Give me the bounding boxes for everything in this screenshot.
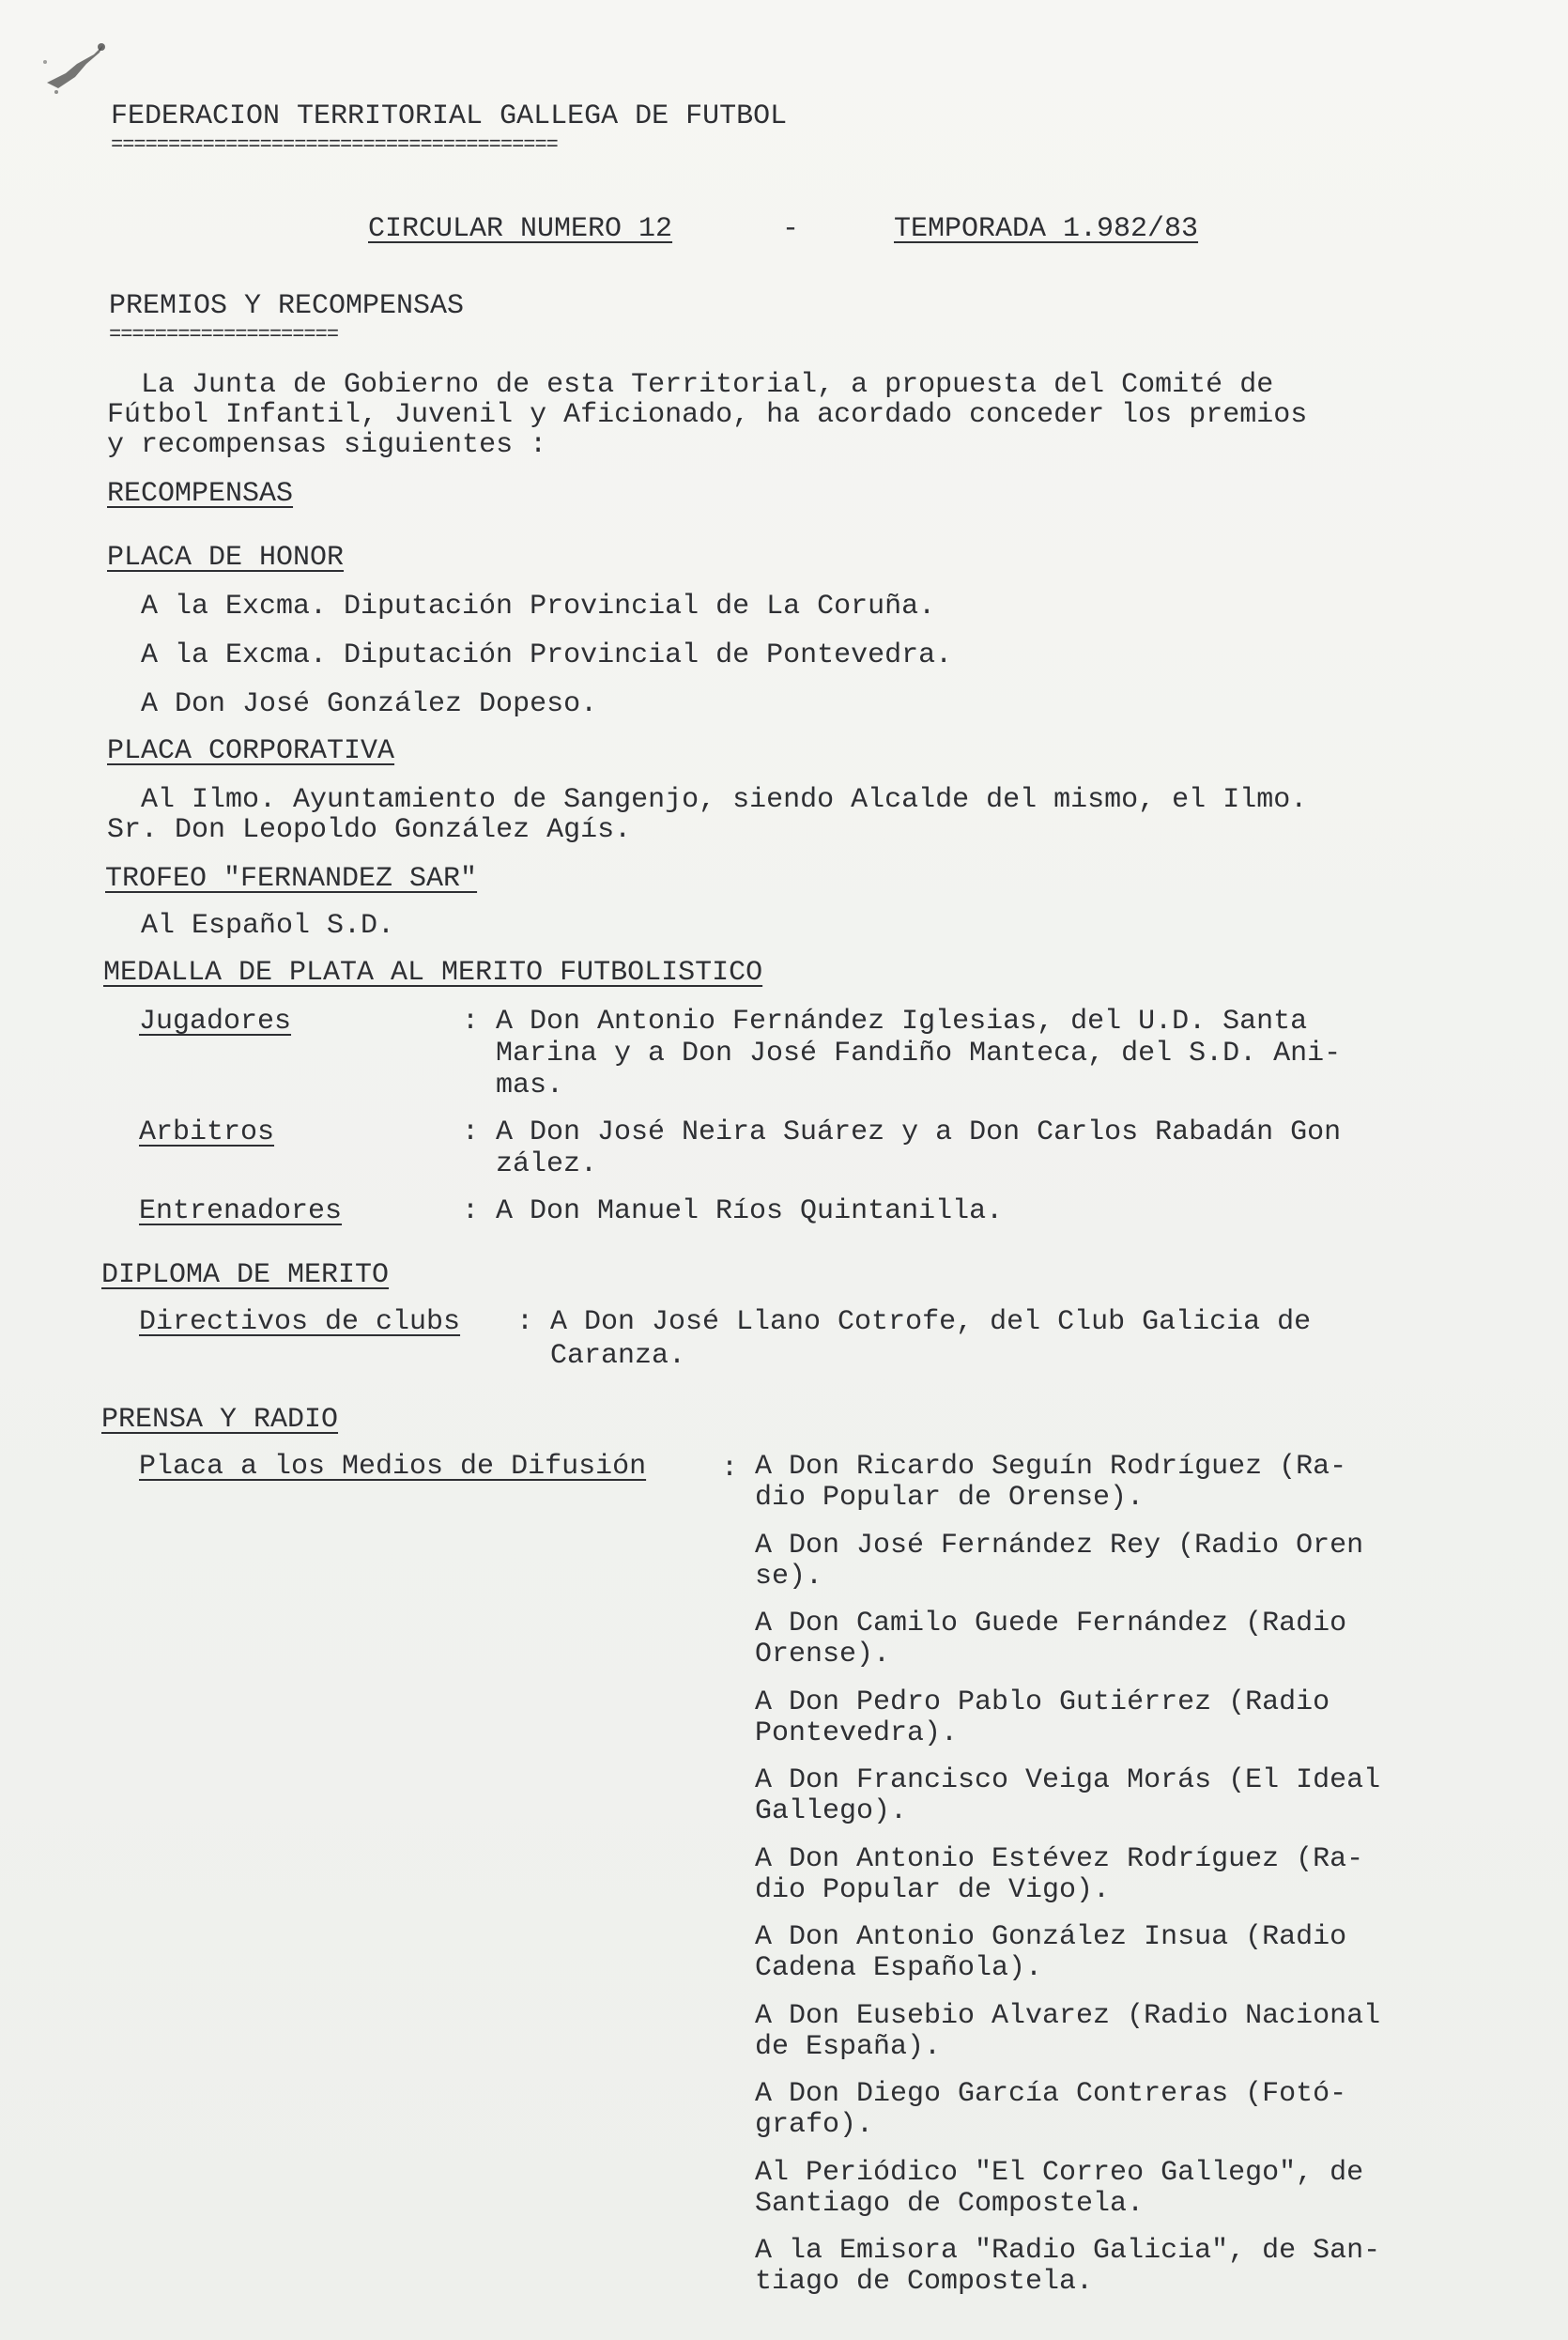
placa-honor-heading: PLACA DE HONOR [107, 542, 345, 574]
medalla-heading: MEDALLA DE PLATA AL MERITO FUTBOLISTICO [103, 957, 763, 989]
recompensas-heading: RECOMPENSAS [107, 478, 294, 510]
section-title: PREMIOS Y RECOMPENSAS [109, 290, 465, 322]
directivos-label: Directivos de clubs [139, 1306, 461, 1338]
diploma-heading: DIPLOMA DE MERITO [101, 1259, 390, 1291]
prensa-entry-line: A Don Antonio González Insua (Radio [755, 1921, 1347, 1953]
diploma-line-2: Caranza. [516, 1340, 686, 1372]
arbitros-line-1: : A Don José Neira Suárez y a Don Carlos Rabadán Gon [462, 1116, 1342, 1148]
prensa-entry-line: dio Popular de Orense). [755, 1482, 1145, 1514]
prensa-entry-line: de España). [755, 2031, 942, 2063]
arbitros-label: Arbitros [139, 1116, 275, 1148]
federation-rule: ======================================= [111, 133, 558, 157]
prensa-entry-line: se). [755, 1561, 823, 1593]
prensa-entry-line: A Don Camilo Guede Fernández (Radio [755, 1608, 1347, 1640]
jugadores-line-1: : A Don Antonio Fernández Iglesias, del U.D. Santa [462, 1006, 1308, 1038]
ink-stain-mark [38, 36, 122, 101]
prensa-entry-line: grafo). [755, 2109, 874, 2141]
intro-line-3: y recompensas siguientes : [107, 429, 547, 461]
arbitros-line-2: zález. [462, 1148, 598, 1180]
trofeo-heading: TROFEO "FERNANDEZ SAR" [105, 863, 478, 895]
trofeo-item: Al Español S.D. [141, 910, 395, 942]
placa-corporativa-heading: PLACA CORPORATIVA [107, 735, 395, 767]
circular-number: CIRCULAR NUMERO 12 [368, 213, 673, 245]
jugadores-line-3: mas. [462, 1070, 564, 1101]
medios-colon: : [721, 1453, 739, 1485]
prensa-entry-line: Gallego). [755, 1795, 908, 1827]
prensa-entry-line: Al Periódico "El Correo Gallego", de [755, 2157, 1364, 2189]
intro-line-2: Fútbol Infantil, Juvenil y Aficionado, ha acordado conceder los premios [107, 399, 1308, 431]
placa-corporativa-line-1: Al Ilmo. Ayuntamiento de Sangenjo, siendo Alcalde del mismo, el Ilmo. [141, 784, 1308, 816]
jugadores-label: Jugadores [139, 1006, 292, 1038]
section-rule: ==================== [109, 323, 339, 346]
medios-difusion-label: Placa a los Medios de Difusión [139, 1451, 647, 1483]
prensa-entry-line: A Don Eusebio Alvarez (Radio Nacional [755, 2000, 1381, 2032]
prensa-entry-line: Cadena Española). [755, 1952, 1043, 1984]
prensa-entry-line: Orense). [755, 1639, 891, 1670]
placa-honor-item: A Don José González Dopeso. [141, 688, 598, 720]
intro-line-1: La Junta de Gobierno de esta Territorial, a propuesta del Comité de [141, 369, 1274, 401]
placa-corporativa-line-2: Sr. Don Leopoldo González Agís. [107, 814, 632, 846]
jugadores-line-2: Marina y a Don José Fandiño Manteca, del S.D. Ani- [462, 1038, 1342, 1070]
prensa-entry-line: A Don Ricardo Seguín Rodríguez (Ra- [755, 1451, 1347, 1483]
prensa-entry-line: dio Popular de Vigo). [755, 1874, 1111, 1906]
prensa-entry-line: Pontevedra). [755, 1717, 959, 1749]
placa-honor-item: A la Excma. Diputación Provincial de Pontevedra. [141, 639, 953, 671]
prensa-entry-line: A Don Pedro Pablo Gutiérrez (Radio [755, 1686, 1330, 1718]
season-label: TEMPORADA 1.982/83 [894, 213, 1199, 245]
placa-honor-item: A la Excma. Diputación Provincial de La Coruña. [141, 591, 936, 623]
prensa-heading: PRENSA Y RADIO [101, 1404, 339, 1436]
prensa-entry-line: Santiago de Compostela. [755, 2188, 1145, 2220]
entrenadores-label: Entrenadores [139, 1195, 343, 1227]
header-dash: - [782, 213, 800, 245]
prensa-entry-line: A Don Antonio Estévez Rodríguez (Ra- [755, 1843, 1364, 1875]
federation-title: FEDERACION TERRITORIAL GALLEGA DE FUTBOL [111, 100, 788, 132]
prensa-entry-line: A Don Diego García Contreras (Fotó- [755, 2078, 1347, 2110]
entrenadores-line: : A Don Manuel Ríos Quintanilla. [462, 1195, 1004, 1227]
prensa-entry-line: A Don Francisco Veiga Morás (El Ideal [755, 1764, 1381, 1796]
diploma-line-1: : A Don José Llano Cotrofe, del Club Galicia de [516, 1306, 1312, 1338]
prensa-entry-line: A Don José Fernández Rey (Radio Oren [755, 1530, 1364, 1562]
prensa-entry-line: tiago de Compostela. [755, 2266, 1094, 2298]
prensa-entry-line: A la Emisora "Radio Galicia", de San- [755, 2235, 1381, 2267]
